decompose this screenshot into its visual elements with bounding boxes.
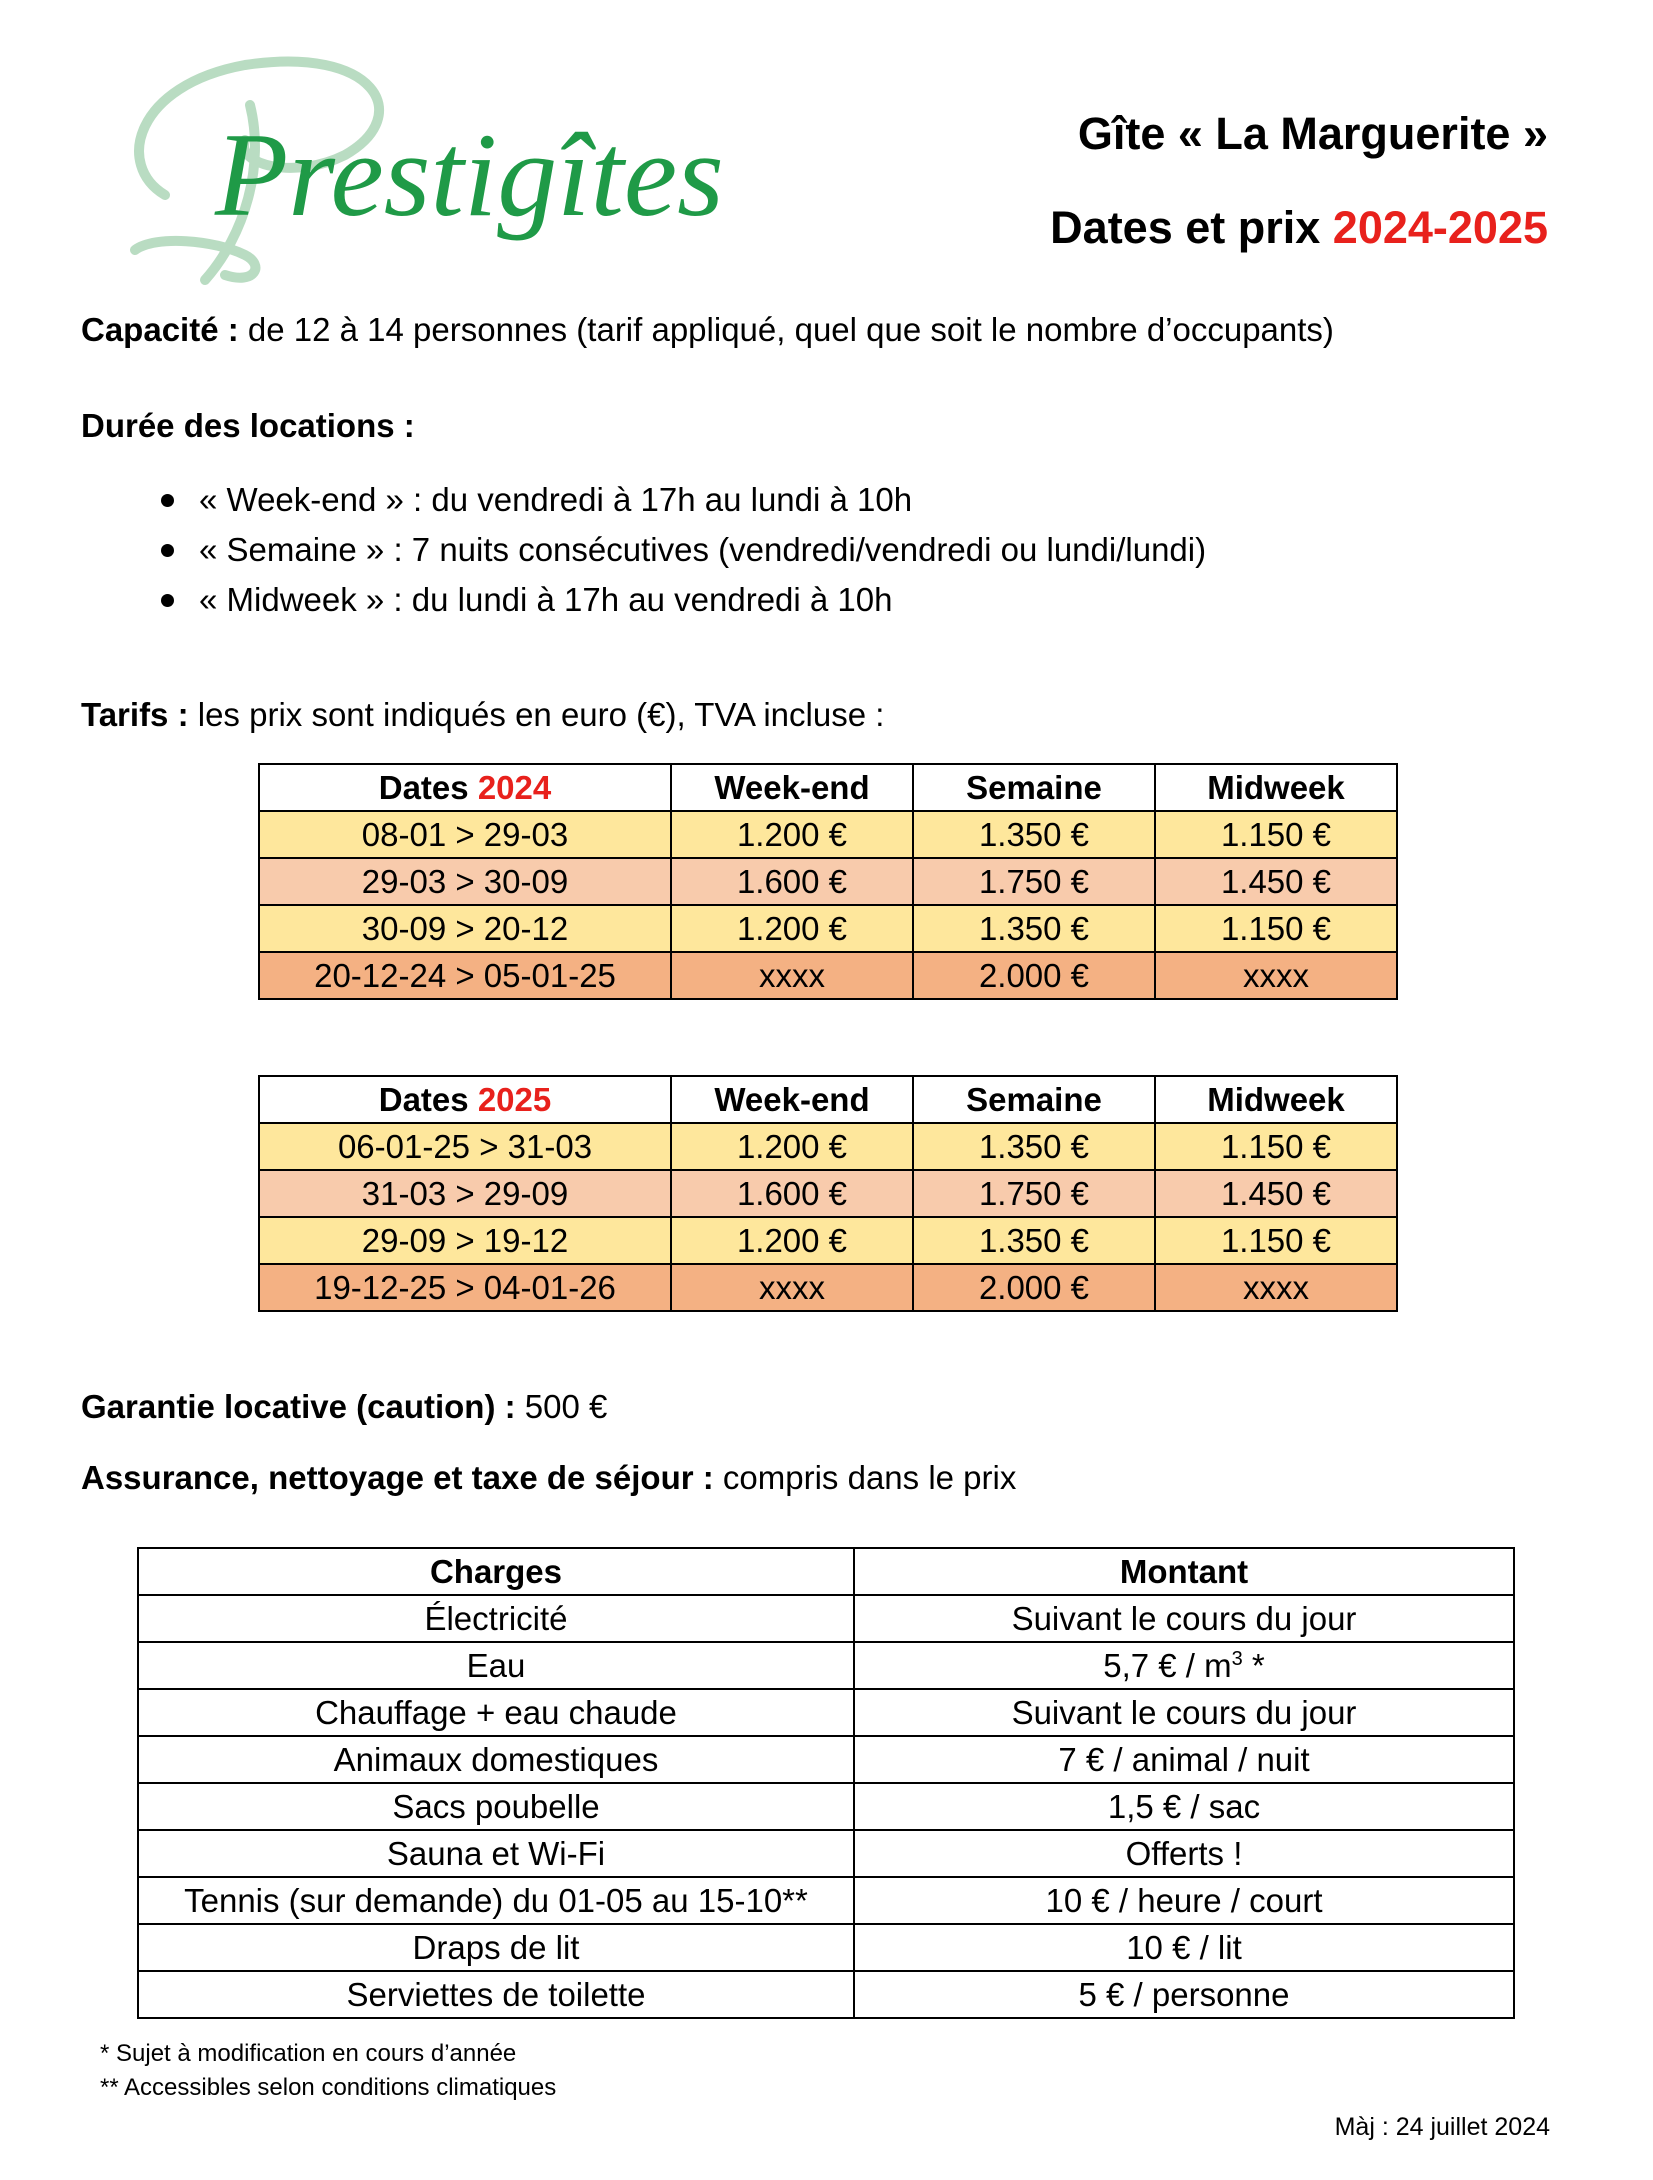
cell-charge: Draps de lit: [138, 1924, 854, 1971]
list-item-text: « Semaine » : 7 nuits consécutives (vendredi/vendredi ou lundi/lundi): [199, 531, 1207, 568]
cell-charge: Sauna et Wi-Fi: [138, 1830, 854, 1877]
cell-weekend: xxxx: [671, 1264, 913, 1311]
cell-dates: 06-01-25 > 31-03: [259, 1123, 671, 1170]
cell-charge: Électricité: [138, 1595, 854, 1642]
charges-table: [137, 1547, 1515, 2019]
table-row: [259, 952, 1397, 999]
cell-midweek: 1.450 €: [1155, 858, 1397, 905]
update-date: Màj : 24 juillet 2024: [1334, 2113, 1550, 2141]
cell-weekend: 1.200 €: [671, 1217, 913, 1264]
table-header-row: [259, 1076, 1397, 1123]
header-semaine: Semaine: [913, 764, 1155, 811]
table-row: [259, 1217, 1397, 1264]
tarifs-text: les prix sont indiqués en euro (€), TVA incluse :: [188, 696, 885, 733]
cell-semaine: 1.350 €: [913, 905, 1155, 952]
table-row: [138, 1783, 1514, 1830]
cell-midweek: 1.150 €: [1155, 905, 1397, 952]
table-row: [138, 1924, 1514, 1971]
table-row: [138, 1971, 1514, 2018]
table-row: [259, 1123, 1397, 1170]
header-weekend: Week-end: [671, 764, 913, 811]
cell-dates: 20-12-24 > 05-01-25: [259, 952, 671, 999]
cell-amount: 7 € / animal / nuit: [854, 1736, 1514, 1783]
cell-dates: 30-09 > 20-12: [259, 905, 671, 952]
table-row: [138, 1830, 1514, 1877]
table-row: [259, 811, 1397, 858]
prestigites-logo: [95, 45, 795, 295]
header-weekend: Week-end: [671, 1076, 913, 1123]
bullet-icon: [161, 594, 174, 607]
guarantee-line: [81, 1388, 607, 1426]
header-semaine: Semaine: [913, 1076, 1155, 1123]
header-charges: Charges: [138, 1548, 854, 1595]
tarifs-line: [81, 696, 884, 734]
cell-dates: 29-03 > 30-09: [259, 858, 671, 905]
table-row: [138, 1642, 1514, 1689]
table-row: [259, 905, 1397, 952]
table-row: [138, 1595, 1514, 1642]
header-montant: Montant: [854, 1548, 1514, 1595]
capacity-line: [81, 311, 1334, 349]
cell-semaine: 1.350 €: [913, 1217, 1155, 1264]
list-item: [81, 475, 1206, 525]
logo-wordmark: Prestigîtes: [215, 108, 724, 241]
cell-midweek: 1.150 €: [1155, 1123, 1397, 1170]
cell-amount: Offerts !: [854, 1830, 1514, 1877]
cell-charge: Eau: [138, 1642, 854, 1689]
header-midweek: Midweek: [1155, 1076, 1397, 1123]
capacity-text: de 12 à 14 personnes (tarif appliqué, quel que soit le nombre d’occupants): [238, 311, 1334, 348]
list-item: [81, 575, 1206, 625]
duration-heading-text: Durée des locations :: [81, 407, 415, 444]
cell-semaine: 1.750 €: [913, 858, 1155, 905]
cell-semaine: 1.750 €: [913, 1170, 1155, 1217]
cell-dates: 08-01 > 29-03: [259, 811, 671, 858]
footnote-2: ** Accessibles selon conditions climatiques: [100, 2074, 557, 2101]
cell-midweek: 1.150 €: [1155, 1217, 1397, 1264]
list-item-text: « Week-end » : du vendredi à 17h au lundi à 10h: [199, 481, 913, 518]
guarantee-text: 500 €: [515, 1388, 608, 1425]
footnote-1: * Sujet à modification en cours d’année: [100, 2040, 517, 2067]
cell-dates: 29-09 > 19-12: [259, 1217, 671, 1264]
cell-midweek: 1.150 €: [1155, 811, 1397, 858]
cell-semaine: 2.000 €: [913, 1264, 1155, 1311]
cell-semaine: 1.350 €: [913, 811, 1155, 858]
table-row: [138, 1877, 1514, 1924]
cell-weekend: 1.200 €: [671, 905, 913, 952]
header-dates: Dates 2025: [259, 1076, 671, 1123]
cell-amount: 5,7 € / $m^3$ *: [854, 1642, 1514, 1689]
rates-table-2025: [258, 1075, 1398, 1312]
insurance-line: [81, 1459, 1016, 1497]
cell-midweek: 1.450 €: [1155, 1170, 1397, 1217]
cell-amount: 1,5 € / sac: [854, 1783, 1514, 1830]
list-item-text: « Midweek » : du lundi à 17h au vendredi à 10h: [199, 581, 893, 618]
capacity-label: Capacité :: [81, 311, 239, 348]
cell-weekend: xxxx: [671, 952, 913, 999]
table-row: [138, 1689, 1514, 1736]
guarantee-label: Garantie locative (caution) :: [81, 1388, 516, 1425]
gite-title: Gîte « La Marguerite »: [1077, 108, 1548, 159]
table-row: [259, 1170, 1397, 1217]
cell-charge: Tennis (sur demande) du 01-05 au 15-10**: [138, 1877, 854, 1924]
cell-weekend: 1.600 €: [671, 858, 913, 905]
insurance-label: Assurance, nettoyage et taxe de séjour :: [81, 1459, 714, 1496]
table-header-row: [259, 764, 1397, 811]
table-row: [259, 858, 1397, 905]
list-item: [81, 525, 1206, 575]
table-row: [138, 1736, 1514, 1783]
cell-amount: 10 € / heure / court: [854, 1877, 1514, 1924]
cell-charge: Chauffage + eau chaude: [138, 1689, 854, 1736]
cell-semaine: 1.350 €: [913, 1123, 1155, 1170]
cell-midweek: xxxx: [1155, 1264, 1397, 1311]
cell-weekend: 1.600 €: [671, 1170, 913, 1217]
cell-amount: Suivant le cours du jour: [854, 1595, 1514, 1642]
cell-semaine: 2.000 €: [913, 952, 1155, 999]
header-dates: Dates 2024: [259, 764, 671, 811]
bullet-icon: [161, 494, 174, 507]
cell-amount: 10 € / lit: [854, 1924, 1514, 1971]
table-row: [259, 1264, 1397, 1311]
cell-charge: Sacs poubelle: [138, 1783, 854, 1830]
subtitle-years: 2024-2025: [1332, 202, 1548, 253]
duration-list: [81, 475, 1206, 625]
cell-dates: 19-12-25 > 04-01-26: [259, 1264, 671, 1311]
cell-dates: 31-03 > 29-09: [259, 1170, 671, 1217]
cell-charge: Animaux domestiques: [138, 1736, 854, 1783]
cell-weekend: 1.200 €: [671, 811, 913, 858]
cell-amount: Suivant le cours du jour: [854, 1689, 1514, 1736]
page-subtitle: [1050, 202, 1548, 254]
tarifs-label: Tarifs :: [81, 696, 189, 733]
duration-heading: [81, 407, 415, 445]
rates-table-2024: [258, 763, 1398, 1000]
insurance-text: compris dans le prix: [713, 1459, 1017, 1496]
cell-charge: Serviettes de toilette: [138, 1971, 854, 2018]
bullet-icon: [161, 544, 174, 557]
cell-amount: 5 € / personne: [854, 1971, 1514, 2018]
header-midweek: Midweek: [1155, 764, 1397, 811]
table-header-row: [138, 1548, 1514, 1595]
cell-weekend: 1.200 €: [671, 1123, 913, 1170]
subtitle-prefix: Dates et prix: [1050, 202, 1333, 253]
cell-midweek: xxxx: [1155, 952, 1397, 999]
